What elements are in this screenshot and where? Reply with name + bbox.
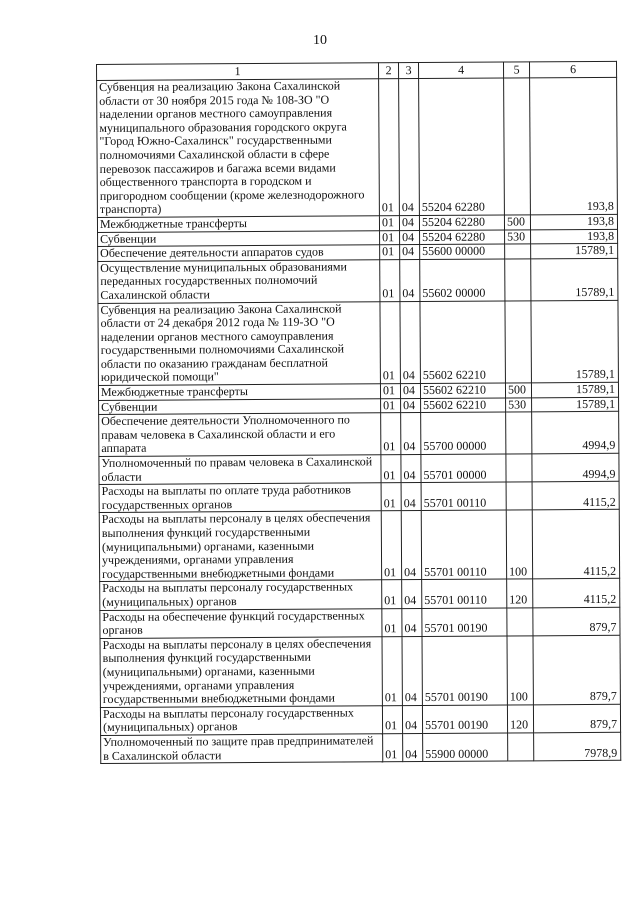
row-expense-type: 500 [505,383,531,398]
budget-table-sheet [96,61,620,764]
row-amount: 193,8 [531,229,618,244]
row-target-article: 55204 62280 [419,78,505,215]
row-section: 01 [383,734,403,762]
row-name: Расходы на выплаты по оплате труда работников государственных органов [99,483,381,513]
row-subsection: 04 [400,259,420,301]
row-section: 01 [381,398,401,413]
row-target-article: 55602 62210 [421,398,506,413]
row-expense-type [505,300,532,383]
row-expense-type [506,482,532,510]
row-section: 01 [381,413,401,455]
row-subsection: 04 [400,230,420,245]
header-col-6: 6 [529,61,616,78]
table-row [100,607,620,638]
row-name: Межбюджетные трансферты [97,216,379,232]
row-section: 01 [382,608,402,636]
row-expense-type: 100 [506,510,532,579]
header-col-2: 2 [378,63,398,79]
row-amount: 193,8 [530,214,617,229]
row-target-article: 55701 00190 [422,705,507,734]
row-subsection: 04 [402,636,422,705]
page-number: 10 [313,33,327,48]
row-subsection: 04 [400,301,421,384]
row-amount: 879,7 [533,704,620,733]
row-name: Расходы на выплаты персоналу государственных (муниципальных) органов [100,580,382,610]
row-amount: 15789,1 [531,300,619,383]
row-amount: 15789,1 [531,258,618,300]
row-target-article: 55900 00000 [423,733,508,762]
row-expense-type: 530 [505,229,531,244]
row-section: 01 [379,216,399,231]
row-expense-type: 120 [507,579,533,607]
row-name: Субвенция на реализацию Закона Сахалинской области от 24 декабря 2012 года № 119-ЗО "О наделении органов местного самоуправления государственными полномочиями Сахалинской области по оказанию гражданам бесплатной юридической помощи" [98,301,380,385]
row-target-article: 55701 00190 [422,636,507,705]
row-subsection: 04 [400,245,420,260]
row-amount: 879,7 [533,635,620,704]
row-section: 01 [381,483,401,511]
row-target-article: 55602 62210 [420,383,505,398]
row-subsection: 04 [401,483,421,511]
table-row [98,258,618,303]
table-row [97,77,618,217]
table-row [101,732,621,763]
row-expense-type [507,607,533,635]
row-expense-type [504,78,531,215]
table-row [100,579,620,610]
row-target-article: 55602 62210 [420,301,506,384]
table-row [99,412,619,457]
row-amount: 4115,2 [533,579,620,608]
row-subsection: 04 [403,733,423,761]
row-name: Субвенция на реализацию Закона Сахалинской области от 30 ноября 2015 года № 108-ЗО "О наделении органов местного самоуправления муниципального образования городского округа "Город Южно-Сахалинск" государственными полномочиями Сахалинской области в сфере перевозок пассажиров и багажа всеми видами общественного транспорта в городском и пригородном сообщении (кроме железнодорожного транспорта) [97,79,380,218]
header-col-3: 3 [398,63,418,79]
row-target-article: 55701 00110 [421,510,506,579]
row-name: Уполномоченный по правам человека в Сахалинской области [99,455,381,485]
row-expense-type: 120 [507,705,533,733]
row-target-article: 55701 00190 [422,608,507,637]
table-row [100,635,620,707]
row-target-article: 55600 00000 [420,244,505,259]
row-name: Осуществление муниципальных образованиями переданных государственных полномочий Сахалинской области [98,259,380,303]
row-expense-type: 500 [504,215,530,230]
row-expense-type [506,412,532,454]
row-target-article: 55204 62280 [420,230,505,245]
header-col-5: 5 [503,62,529,78]
row-section: 01 [380,259,400,301]
row-name: Субвенции [99,398,381,414]
table-row [99,482,619,513]
row-section: 01 [380,230,400,245]
row-amount: 15789,1 [532,397,619,412]
row-target-article: 55700 00000 [421,412,506,454]
row-amount: 15789,1 [531,382,618,397]
row-subsection: 04 [399,215,419,230]
row-subsection: 04 [401,511,421,580]
row-name: Обеспечение деятельности аппаратов судов [98,245,380,261]
row-amount: 15789,1 [531,243,618,258]
budget-table [96,61,621,764]
row-amount: 4115,2 [532,482,619,511]
row-expense-type: 100 [507,636,533,705]
row-name: Расходы на выплаты персоналу в целях обеспечения выполнения функций государственными (муниципальными) органами, казенными учреждениями, органами управления государственными внебюджетными фондами [100,637,382,708]
row-expense-type [508,733,534,761]
row-expense-type [505,244,531,259]
header-col-1: 1 [97,63,379,81]
row-amount: 4994,9 [532,453,619,482]
row-subsection: 04 [399,79,420,216]
table-row [99,453,619,484]
row-expense-type [505,259,531,301]
row-target-article: 55602 00000 [420,259,505,301]
row-target-article: 55701 00000 [421,454,506,483]
row-section: 01 [382,636,402,705]
row-section: 01 [379,79,400,216]
row-amount: 4115,2 [532,510,619,579]
row-section: 01 [380,384,400,399]
row-name: Уполномоченный по защите прав предпринимателей в Сахалинской области [101,734,383,764]
row-expense-type [506,454,532,482]
row-section: 01 [380,245,400,260]
row-expense-type: 530 [506,398,532,413]
row-section: 01 [382,705,402,733]
row-target-article: 55701 00110 [421,482,506,511]
row-subsection: 04 [401,398,421,413]
row-section: 01 [380,301,401,384]
row-amount: 193,8 [530,77,618,214]
row-name: Обеспечение деятельности Уполномоченного по правам человека в Сахалинской области и его аппарата [99,413,381,457]
row-name: Межбюджетные трансферты [98,384,380,400]
row-amount: 4994,9 [532,412,619,454]
header-col-4: 4 [418,62,503,79]
row-amount: 879,7 [533,607,620,636]
row-subsection: 04 [401,413,421,455]
table-row [100,704,620,735]
row-section: 01 [381,455,401,483]
table-row [99,510,619,582]
row-subsection: 04 [401,455,421,483]
row-target-article: 55204 62280 [419,215,504,230]
row-subsection: 04 [400,384,420,399]
row-subsection: 04 [402,705,422,733]
row-name: Расходы на выплаты персоналу государственных (муниципальных) органов [100,705,382,735]
row-name: Субвенции [98,230,380,246]
row-subsection: 04 [402,608,422,636]
row-target-article: 55701 00110 [422,579,507,608]
row-section: 01 [381,511,401,580]
row-amount: 7978,9 [534,732,621,761]
row-subsection: 04 [402,580,422,608]
row-name: Расходы на обеспечение функций государственных органов [100,608,382,638]
row-name: Расходы на выплаты персоналу в целях обеспечения выполнения функций государственными (муниципальными) органами, казенными учреждениями, органами управления государственными внебюджетными фондами [99,511,381,582]
row-section: 01 [382,580,402,608]
table-row [98,300,618,386]
